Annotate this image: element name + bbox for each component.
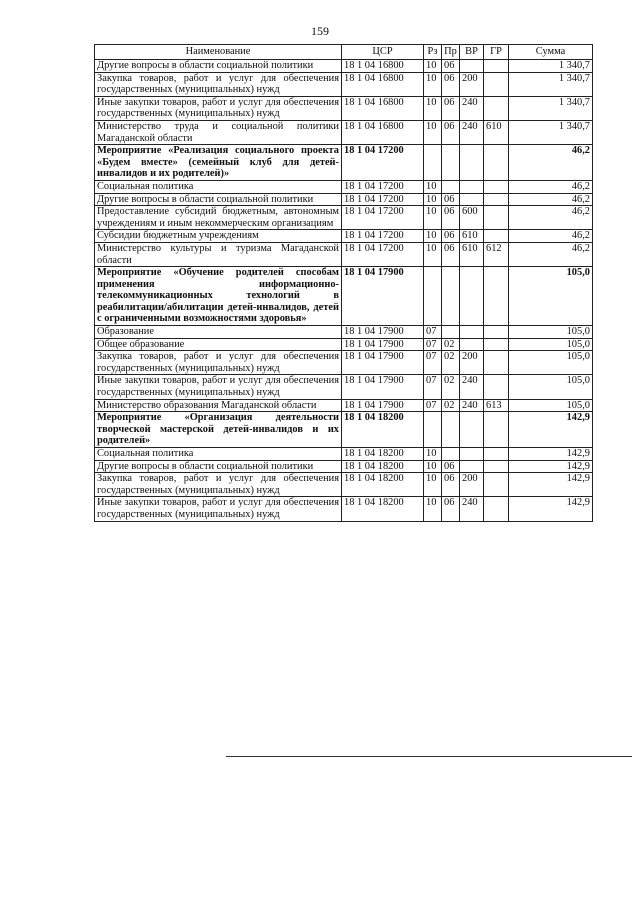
cell-gr (484, 206, 509, 230)
cell-rz: 10 (424, 180, 442, 193)
cell-gr (484, 60, 509, 73)
table-row (95, 230, 593, 243)
table-row (95, 412, 593, 448)
header-pr: Пр (442, 45, 460, 60)
page-number: 159 (311, 24, 329, 38)
cell-csr: 18 1 04 17900 (342, 375, 424, 399)
cell-vr: 610 (460, 242, 484, 266)
cell-csr: 18 1 04 17200 (342, 145, 424, 181)
cell-vr: 610 (460, 230, 484, 243)
cell-pr (442, 326, 460, 339)
cell-vr: 240 (460, 497, 484, 521)
cell-csr: 18 1 04 17200 (342, 230, 424, 243)
cell-csr: 18 1 04 17900 (342, 267, 424, 326)
header-gr: ГР (484, 45, 509, 60)
cell-rz: 10 (424, 72, 442, 96)
cell-sum: 1 340,7 (509, 96, 593, 120)
cell-csr: 18 1 04 17200 (342, 242, 424, 266)
cell-pr (442, 448, 460, 461)
cell-pr: 02 (442, 338, 460, 351)
cell-csr: 18 1 04 17200 (342, 206, 424, 230)
cell-sum: 1 340,7 (509, 60, 593, 73)
cell-sum: 46,2 (509, 180, 593, 193)
cell-vr (460, 412, 484, 448)
cell-name: Образование (95, 326, 342, 339)
cell-sum: 142,9 (509, 412, 593, 448)
table-row (95, 120, 593, 144)
cell-csr: 18 1 04 16800 (342, 120, 424, 144)
cell-gr (484, 230, 509, 243)
cell-sum: 105,0 (509, 326, 593, 339)
table-row (95, 60, 593, 73)
cell-csr: 18 1 04 17900 (342, 338, 424, 351)
cell-gr (484, 267, 509, 326)
cell-name: Социальная политика (95, 448, 342, 461)
table-row (95, 326, 593, 339)
cell-vr (460, 448, 484, 461)
table-row (95, 448, 593, 461)
cell-pr (442, 180, 460, 193)
cell-pr: 06 (442, 230, 460, 243)
cell-sum: 46,2 (509, 242, 593, 266)
cell-pr: 06 (442, 120, 460, 144)
cell-csr: 18 1 04 18200 (342, 412, 424, 448)
cell-pr: 06 (442, 473, 460, 497)
cell-vr (460, 326, 484, 339)
cell-sum: 46,2 (509, 193, 593, 206)
cell-name: Мероприятие «Реализация социального проекта «Будем вместе» (семейный клуб для детей-инвалидов и их родителей)» (95, 145, 342, 181)
table-row (95, 399, 593, 412)
cell-name: Социальная политика (95, 180, 342, 193)
cell-vr (460, 338, 484, 351)
cell-rz: 10 (424, 193, 442, 206)
cell-name: Закупка товаров, работ и услуг для обеспечения государственных (муниципальных) нужд (95, 72, 342, 96)
cell-vr (460, 460, 484, 473)
cell-sum: 105,0 (509, 267, 593, 326)
cell-rz: 10 (424, 473, 442, 497)
cell-rz (424, 412, 442, 448)
header-row (95, 45, 593, 60)
bottom-divider (226, 756, 632, 757)
cell-csr: 18 1 04 16800 (342, 60, 424, 73)
cell-rz: 10 (424, 448, 442, 461)
cell-pr: 02 (442, 375, 460, 399)
cell-name: Иные закупки товаров, работ и услуг для обеспечения государственных (муниципальных) нужд (95, 96, 342, 120)
cell-csr: 18 1 04 18200 (342, 497, 424, 521)
header-rz: Рз (424, 45, 442, 60)
cell-rz: 10 (424, 206, 442, 230)
cell-rz: 10 (424, 460, 442, 473)
cell-pr: 06 (442, 242, 460, 266)
table-row (95, 206, 593, 230)
cell-name: Субсидии бюджетным учреждениям (95, 230, 342, 243)
cell-pr (442, 412, 460, 448)
cell-sum: 105,0 (509, 351, 593, 375)
table-row (95, 497, 593, 521)
cell-vr (460, 193, 484, 206)
cell-gr (484, 326, 509, 339)
cell-gr (484, 96, 509, 120)
table-row (95, 193, 593, 206)
cell-sum: 1 340,7 (509, 72, 593, 96)
cell-gr: 613 (484, 399, 509, 412)
cell-csr: 18 1 04 16800 (342, 72, 424, 96)
cell-name: Другие вопросы в области социальной политики (95, 193, 342, 206)
cell-sum: 142,9 (509, 460, 593, 473)
cell-name: Мероприятие «Организация деятельности творческой мастерской детей-инвалидов и их родителей» (95, 412, 342, 448)
cell-gr (484, 412, 509, 448)
cell-pr: 02 (442, 399, 460, 412)
cell-gr (484, 72, 509, 96)
cell-sum: 142,9 (509, 448, 593, 461)
cell-csr: 18 1 04 16800 (342, 96, 424, 120)
cell-gr (484, 180, 509, 193)
cell-sum: 46,2 (509, 230, 593, 243)
cell-sum: 105,0 (509, 338, 593, 351)
cell-gr (484, 145, 509, 181)
table-row (95, 473, 593, 497)
cell-pr: 02 (442, 351, 460, 375)
cell-pr (442, 145, 460, 181)
cell-csr: 18 1 04 17200 (342, 193, 424, 206)
cell-gr (484, 473, 509, 497)
cell-rz: 10 (424, 242, 442, 266)
cell-rz: 07 (424, 338, 442, 351)
cell-sum: 142,9 (509, 473, 593, 497)
cell-csr: 18 1 04 18200 (342, 460, 424, 473)
cell-pr: 06 (442, 60, 460, 73)
table-row (95, 460, 593, 473)
table-row (95, 267, 593, 326)
cell-rz: 07 (424, 326, 442, 339)
table-row (95, 242, 593, 266)
cell-name: Другие вопросы в области социальной политики (95, 460, 342, 473)
cell-gr (484, 497, 509, 521)
table-body (95, 60, 593, 522)
cell-gr (484, 460, 509, 473)
cell-name: Закупка товаров, работ и услуг для обеспечения государственных (муниципальных) нужд (95, 351, 342, 375)
cell-gr (484, 448, 509, 461)
cell-sum: 1 340,7 (509, 120, 593, 144)
cell-gr (484, 351, 509, 375)
cell-gr (484, 338, 509, 351)
cell-name: Иные закупки товаров, работ и услуг для обеспечения государственных (муниципальных) нужд (95, 375, 342, 399)
budget-table (94, 44, 593, 522)
cell-sum: 105,0 (509, 399, 593, 412)
cell-gr: 612 (484, 242, 509, 266)
table-row (95, 180, 593, 193)
cell-vr (460, 60, 484, 73)
cell-name: Общее образование (95, 338, 342, 351)
header-csr: ЦСР (342, 45, 424, 60)
cell-pr: 06 (442, 206, 460, 230)
cell-name: Закупка товаров, работ и услуг для обеспечения государственных (муниципальных) нужд (95, 473, 342, 497)
cell-pr: 06 (442, 96, 460, 120)
cell-name: Министерство труда и социальной политики Магаданской области (95, 120, 342, 144)
cell-gr (484, 375, 509, 399)
table-row (95, 72, 593, 96)
table-row (95, 338, 593, 351)
cell-rz: 07 (424, 375, 442, 399)
cell-pr: 06 (442, 497, 460, 521)
cell-sum: 142,9 (509, 497, 593, 521)
table-row (95, 375, 593, 399)
cell-csr: 18 1 04 18200 (342, 448, 424, 461)
cell-csr: 18 1 04 17900 (342, 326, 424, 339)
cell-vr: 240 (460, 399, 484, 412)
table-row (95, 145, 593, 181)
cell-csr: 18 1 04 17200 (342, 180, 424, 193)
cell-vr (460, 267, 484, 326)
cell-gr: 610 (484, 120, 509, 144)
cell-vr (460, 180, 484, 193)
cell-vr: 200 (460, 473, 484, 497)
cell-name: Мероприятие «Обучение родителей способам применения информационно-телекоммуникационных технологий в реабилитации/абилитации детей-инвалидов, детей с ограниченными возможностями здоровья» (95, 267, 342, 326)
cell-vr: 200 (460, 72, 484, 96)
cell-name: Другие вопросы в области социальной политики (95, 60, 342, 73)
cell-rz (424, 267, 442, 326)
cell-pr: 06 (442, 193, 460, 206)
header-sum: Сумма (509, 45, 593, 60)
cell-name: Предоставление субсидий бюджетным, автономным учреждениям и иным некоммерческим организациям (95, 206, 342, 230)
cell-pr (442, 267, 460, 326)
cell-gr (484, 193, 509, 206)
cell-rz: 07 (424, 351, 442, 375)
cell-vr: 200 (460, 351, 484, 375)
cell-name: Министерство культуры и туризма Магаданской области (95, 242, 342, 266)
cell-name: Министерство образования Магаданской области (95, 399, 342, 412)
cell-rz (424, 145, 442, 181)
cell-sum: 46,2 (509, 145, 593, 181)
cell-vr (460, 145, 484, 181)
cell-pr: 06 (442, 72, 460, 96)
cell-vr: 600 (460, 206, 484, 230)
cell-rz: 10 (424, 60, 442, 73)
header-name: Наименование (95, 45, 342, 60)
cell-rz: 07 (424, 399, 442, 412)
cell-rz: 10 (424, 96, 442, 120)
cell-csr: 18 1 04 17900 (342, 399, 424, 412)
cell-vr: 240 (460, 96, 484, 120)
cell-rz: 10 (424, 497, 442, 521)
cell-csr: 18 1 04 18200 (342, 473, 424, 497)
cell-rz: 10 (424, 120, 442, 144)
cell-csr: 18 1 04 17900 (342, 351, 424, 375)
table-row (95, 96, 593, 120)
cell-vr: 240 (460, 375, 484, 399)
cell-vr: 240 (460, 120, 484, 144)
cell-rz: 10 (424, 230, 442, 243)
cell-name: Иные закупки товаров, работ и услуг для обеспечения государственных (муниципальных) нужд (95, 497, 342, 521)
table-row (95, 351, 593, 375)
header-vr: ВР (460, 45, 484, 60)
cell-sum: 105,0 (509, 375, 593, 399)
cell-sum: 46,2 (509, 206, 593, 230)
cell-pr: 06 (442, 460, 460, 473)
